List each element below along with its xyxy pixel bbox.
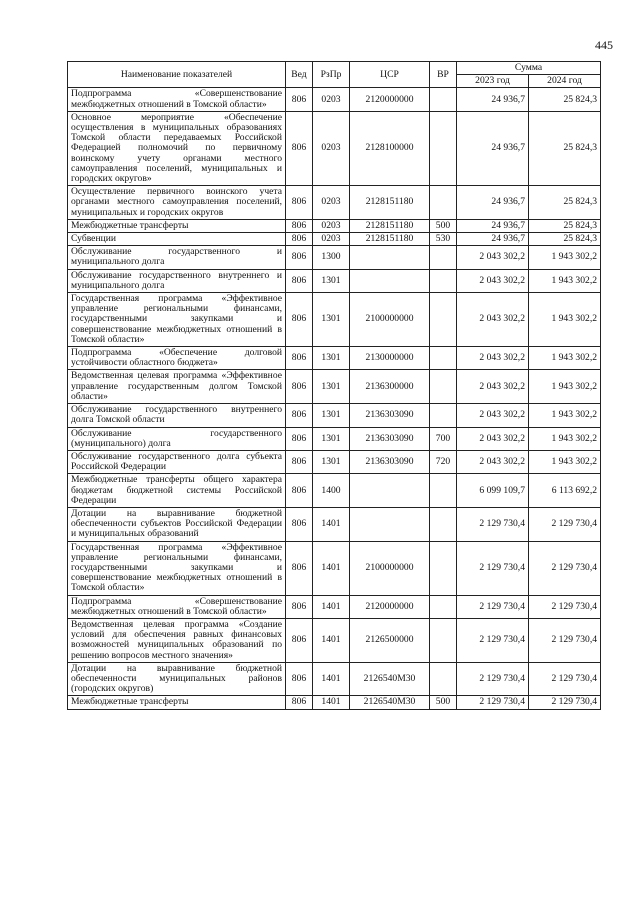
cell-sum-2023: 2 043 302,2 [457,450,529,473]
budget-table [67,61,601,710]
cell-ved: 806 [286,111,313,185]
cell-csr: 2100000000 [350,541,430,595]
table-row [68,219,601,232]
cell-csr: 2120000000 [350,88,430,111]
cell-ved: 806 [286,347,313,370]
cell-vr: 720 [430,450,457,473]
cell-sum-2024: 2 129 730,4 [529,618,601,662]
cell-rzpr: 1301 [313,427,350,450]
cell-sum-2023: 24 936,7 [457,111,529,185]
cell-csr: 2126500000 [350,618,430,662]
cell-rzpr: 1401 [313,662,350,696]
cell-sum-2023: 2 043 302,2 [457,427,529,450]
cell-rzpr: 1301 [313,404,350,427]
cell-sum-2023: 2 129 730,4 [457,507,529,541]
cell-csr [350,474,430,508]
cell-sum-2023: 24 936,7 [457,219,529,232]
cell-rzpr: 1301 [313,370,350,404]
cell-csr: 2126540М30 [350,662,430,696]
table-body [68,88,601,709]
header-row [68,62,601,75]
table-row [68,269,601,292]
table-row [68,246,601,269]
table-row [68,618,601,662]
cell-sum-2023: 2 043 302,2 [457,347,529,370]
cell-csr [350,269,430,292]
cell-csr: 2100000000 [350,293,430,347]
cell-vr [430,246,457,269]
cell-vr [430,404,457,427]
cell-vr [430,370,457,404]
cell-vr [430,186,457,220]
table-row [68,88,601,111]
cell-rzpr: 1301 [313,293,350,347]
cell-csr: 2136303090 [350,427,430,450]
cell-rzpr: 1401 [313,696,350,709]
cell-vr: 530 [430,233,457,246]
header-vr: ВР [430,62,457,88]
cell-sum-2024: 25 824,3 [529,233,601,246]
cell-ved: 806 [286,233,313,246]
cell-csr: 2128151180 [350,219,430,232]
cell-rzpr: 1301 [313,450,350,473]
table-row [68,347,601,370]
cell-ved: 806 [286,186,313,220]
cell-sum-2023: 2 043 302,2 [457,269,529,292]
cell-vr [430,595,457,618]
table-row [68,111,601,185]
cell-csr: 2136303090 [350,450,430,473]
table-row [68,427,601,450]
cell-ved: 806 [286,474,313,508]
cell-rzpr: 1401 [313,541,350,595]
cell-ved: 806 [286,696,313,709]
header-year-2023: 2023 год [457,75,529,88]
page-number: 445 [595,38,613,52]
cell-vr: 500 [430,219,457,232]
cell-vr [430,507,457,541]
cell-csr: 2136300000 [350,370,430,404]
cell-sum-2024: 2 129 730,4 [529,507,601,541]
cell-ved: 806 [286,404,313,427]
table-row [68,186,601,220]
cell-sum-2024: 1 943 302,2 [529,370,601,404]
cell-vr: 500 [430,696,457,709]
cell-ved: 806 [286,595,313,618]
header-csr: ЦСР [350,62,430,88]
cell-ved: 806 [286,507,313,541]
cell-name: Межбюджетные трансферты [68,696,286,709]
table-row [68,595,601,618]
table-row [68,404,601,427]
table-row [68,507,601,541]
cell-vr [430,269,457,292]
cell-rzpr: 0203 [313,219,350,232]
table-row [68,293,601,347]
cell-vr [430,541,457,595]
header-year-2024: 2024 год [529,75,601,88]
cell-ved: 806 [286,370,313,404]
cell-csr: 2120000000 [350,595,430,618]
cell-ved: 806 [286,541,313,595]
header-rzpr: РзПр [313,62,350,88]
table-row [68,370,601,404]
cell-sum-2024: 25 824,3 [529,186,601,220]
cell-ved: 806 [286,662,313,696]
cell-sum-2023: 2 129 730,4 [457,541,529,595]
cell-sum-2023: 2 043 302,2 [457,404,529,427]
cell-sum-2023: 2 129 730,4 [457,595,529,618]
cell-sum-2024: 6 113 692,2 [529,474,601,508]
cell-sum-2024: 2 129 730,4 [529,696,601,709]
cell-vr [430,618,457,662]
cell-rzpr: 1401 [313,618,350,662]
cell-name: Обслуживание государственного внутреннего и муниципального долга [68,269,286,292]
cell-csr: 2126540М30 [350,696,430,709]
cell-rzpr: 0203 [313,233,350,246]
cell-sum-2023: 2 129 730,4 [457,618,529,662]
cell-name: Обслуживание государственного и муниципального долга [68,246,286,269]
cell-sum-2024: 1 943 302,2 [529,450,601,473]
cell-sum-2024: 2 129 730,4 [529,662,601,696]
cell-vr [430,88,457,111]
cell-vr [430,662,457,696]
cell-name: Подпрограмма «Совершенствование межбюджетных отношений в Томской области» [68,595,286,618]
cell-ved: 806 [286,427,313,450]
cell-sum-2023: 6 099 109,7 [457,474,529,508]
cell-name: Подпрограмма «Совершенствование межбюджетных отношений в Томской области» [68,88,286,111]
cell-name: Ведомственная целевая программа «Эффективное управление государственным долгом Томской области» [68,370,286,404]
cell-name: Дотации на выравнивание бюджетной обеспеченности субъектов Российской Федерации и муниципальных образований [68,507,286,541]
table-row [68,233,601,246]
cell-ved: 806 [286,293,313,347]
cell-vr [430,347,457,370]
cell-sum-2024: 2 129 730,4 [529,541,601,595]
cell-sum-2024: 1 943 302,2 [529,246,601,269]
cell-vr [430,474,457,508]
cell-ved: 806 [286,269,313,292]
cell-name: Обслуживание государственного (муниципального) долга [68,427,286,450]
cell-name: Государственная программа «Эффективное управление региональными финансами, государственными закупками и совершенствование межбюджетных отношений в Томской области» [68,541,286,595]
cell-sum-2024: 1 943 302,2 [529,269,601,292]
cell-sum-2024: 1 943 302,2 [529,293,601,347]
table-row [68,541,601,595]
cell-sum-2023: 24 936,7 [457,186,529,220]
cell-rzpr: 1300 [313,246,350,269]
cell-csr: 2128100000 [350,111,430,185]
cell-ved: 806 [286,618,313,662]
cell-sum-2023: 2 043 302,2 [457,370,529,404]
cell-name: Межбюджетные трансферты общего характера бюджетам бюджетной системы Российской Федерации [68,474,286,508]
cell-sum-2023: 2 043 302,2 [457,293,529,347]
table-row [68,662,601,696]
cell-sum-2024: 1 943 302,2 [529,347,601,370]
cell-ved: 806 [286,246,313,269]
cell-sum-2024: 1 943 302,2 [529,404,601,427]
cell-name: Ведомственная целевая программа «Создание условий для обеспечения равных финансовых возможностей муниципальных образований по решению вопросов местного значения» [68,618,286,662]
cell-vr: 700 [430,427,457,450]
cell-csr: 2136303090 [350,404,430,427]
table-row [68,696,601,709]
cell-sum-2023: 2 043 302,2 [457,246,529,269]
cell-csr: 2128151180 [350,233,430,246]
cell-ved: 806 [286,450,313,473]
cell-name: Осуществление первичного воинского учета органами местного самоуправления поселений, муниципальных и городских округов [68,186,286,220]
cell-sum-2023: 24 936,7 [457,88,529,111]
cell-vr [430,111,457,185]
cell-sum-2024: 25 824,3 [529,88,601,111]
table-row [68,474,601,508]
cell-rzpr: 1301 [313,347,350,370]
cell-csr: 2128151180 [350,186,430,220]
cell-rzpr: 1400 [313,474,350,508]
cell-sum-2023: 2 129 730,4 [457,662,529,696]
cell-rzpr: 0203 [313,111,350,185]
cell-rzpr: 0203 [313,88,350,111]
cell-sum-2024: 25 824,3 [529,219,601,232]
header-sum: Сумма [457,62,601,75]
cell-ved: 806 [286,88,313,111]
cell-rzpr: 1401 [313,507,350,541]
cell-name: Обслуживание государственного долга субъекта Российской Федерации [68,450,286,473]
cell-vr [430,293,457,347]
cell-sum-2024: 1 943 302,2 [529,427,601,450]
header-ved: Вед [286,62,313,88]
cell-rzpr: 0203 [313,186,350,220]
cell-name: Межбюджетные трансферты [68,219,286,232]
cell-sum-2024: 2 129 730,4 [529,595,601,618]
cell-name: Государственная программа «Эффективное управление региональными финансами, государственными закупками и совершенствование межбюджетных отношений в Томской области» [68,293,286,347]
cell-rzpr: 1301 [313,269,350,292]
table-header [68,62,601,88]
table-row [68,450,601,473]
cell-csr: 2130000000 [350,347,430,370]
cell-name: Подпрограмма «Обеспечение долговой устойчивости областного бюджета» [68,347,286,370]
cell-sum-2023: 2 129 730,4 [457,696,529,709]
cell-csr [350,246,430,269]
cell-name: Субвенции [68,233,286,246]
cell-name: Обслуживание государственного внутреннего долга Томской области [68,404,286,427]
cell-rzpr: 1401 [313,595,350,618]
cell-name: Основное мероприятие «Обеспечение осуществления в муниципальных образованиях Томской области передаваемых Российской Федерацией полномочий по первичному воинскому учету органами местного самоуправления поселений, муниципальных и городских округов» [68,111,286,185]
cell-sum-2024: 25 824,3 [529,111,601,185]
header-name: Наименование показателей [68,62,286,88]
cell-sum-2023: 24 936,7 [457,233,529,246]
cell-name: Дотации на выравнивание бюджетной обеспеченности муниципальных районов (городских округов) [68,662,286,696]
cell-ved: 806 [286,219,313,232]
cell-csr [350,507,430,541]
